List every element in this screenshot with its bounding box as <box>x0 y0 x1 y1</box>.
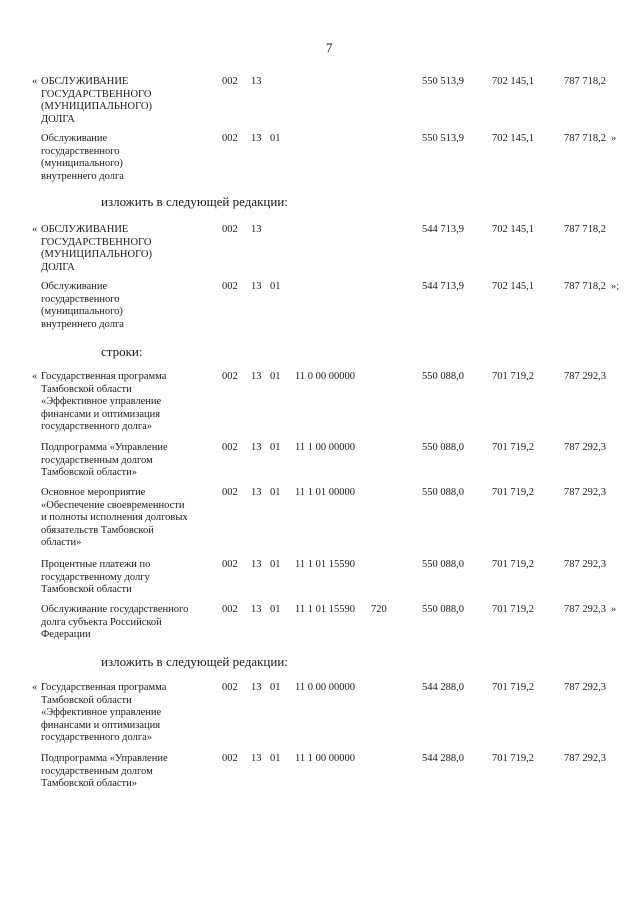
subsection-code: 01 <box>270 133 281 144</box>
amount-year-1: 544 713,9 <box>422 281 464 292</box>
amount-year-1: 550 088,0 <box>422 604 464 615</box>
ministry-code: 002 <box>222 371 238 382</box>
expense-type-code: 720 <box>371 604 387 615</box>
line-item-name: Обслуживание государственного (муниципального) внутреннего долга <box>41 281 124 330</box>
target-article-code: 11 1 01 00000 <box>295 487 355 498</box>
line-item-name: Процентные платежи по государственному долгу Тамбовской области <box>41 559 151 596</box>
section-code: 13 <box>251 224 262 235</box>
amount-year-2: 701 719,2 <box>492 487 534 498</box>
ministry-code: 002 <box>222 604 238 615</box>
line-item-name: ОБСЛУЖИВАНИЕ ГОСУДАРСТВЕННОГО (МУНИЦИПАЛЬНОГО) ДОЛГА <box>41 224 152 273</box>
section-code: 13 <box>251 487 262 498</box>
section-code: 13 <box>251 682 262 693</box>
amount-year-2: 701 719,2 <box>492 682 534 693</box>
amount-year-3: 787 292,3 <box>564 753 606 764</box>
ministry-code: 002 <box>222 442 238 453</box>
amount-year-1: 550 088,0 <box>422 559 464 570</box>
subsection-code: 01 <box>270 753 281 764</box>
open-quote-mark: « <box>32 682 38 693</box>
amount-year-2: 701 719,2 <box>492 604 534 615</box>
caption-edit-2: изложить в следующей редакции: <box>101 654 288 669</box>
ministry-code: 002 <box>222 682 238 693</box>
line-item-name: Государственная программа Тамбовской области «Эффективное управление финансами и оптимизация государственного долга» <box>41 371 167 433</box>
amount-year-1: 550 088,0 <box>422 442 464 453</box>
page-number: 7 <box>326 40 333 55</box>
amount-year-1: 550 513,9 <box>422 76 464 87</box>
section-code: 13 <box>251 133 262 144</box>
subsection-code: 01 <box>270 604 281 615</box>
section-code: 13 <box>251 753 262 764</box>
amount-year-2: 702 145,1 <box>492 224 534 235</box>
amount-year-1: 544 713,9 <box>422 224 464 235</box>
amount-year-3: 787 292,3 <box>564 442 606 453</box>
line-item-name: ОБСЛУЖИВАНИЕ ГОСУДАРСТВЕННОГО (МУНИЦИПАЛЬНОГО) ДОЛГА <box>41 76 152 125</box>
line-item-name: Подпрограмма «Управление государственным долгом Тамбовской области» <box>41 442 168 479</box>
amount-year-2: 702 145,1 <box>492 133 534 144</box>
section-code: 13 <box>251 604 262 615</box>
amount-year-1: 550 513,9 <box>422 133 464 144</box>
subsection-code: 01 <box>270 371 281 382</box>
amount-year-2: 702 145,1 <box>492 76 534 87</box>
target-article-code: 11 1 00 00000 <box>295 442 355 453</box>
open-quote-mark: « <box>32 76 38 87</box>
section-code: 13 <box>251 281 262 292</box>
section-code: 13 <box>251 371 262 382</box>
amount-year-3: 787 292,3 <box>564 559 606 570</box>
ministry-code: 002 <box>222 133 238 144</box>
amount-year-3: 787 292,3 <box>564 371 606 382</box>
close-quote-mark: » <box>611 604 617 615</box>
caption-lines: строки: <box>101 344 143 359</box>
caption-edit-1: изложить в следующей редакции: <box>101 194 288 209</box>
ministry-code: 002 <box>222 76 238 87</box>
amount-year-1: 550 088,0 <box>422 487 464 498</box>
amount-year-3: 787 718,2 <box>564 133 606 144</box>
line-item-name: Государственная программа Тамбовской области «Эффективное управление финансами и оптимизация государственного долга» <box>41 682 167 744</box>
ministry-code: 002 <box>222 559 238 570</box>
line-item-name: Основное мероприятие «Обеспечение своевременности и полноты исполнения долговых обязательств Тамбовской области» <box>41 487 188 549</box>
section-code: 13 <box>251 559 262 570</box>
amount-year-3: 787 292,3 <box>564 487 606 498</box>
line-item-name: Подпрограмма «Управление государственным долгом Тамбовской области» <box>41 753 168 790</box>
amount-year-3: 787 718,2 <box>564 224 606 235</box>
target-article-code: 11 1 00 00000 <box>295 753 355 764</box>
open-quote-mark: « <box>32 371 38 382</box>
target-article-code: 11 0 00 00000 <box>295 682 355 693</box>
amount-year-3: 787 718,2 <box>564 281 606 292</box>
amount-year-3: 787 292,3 <box>564 682 606 693</box>
subsection-code: 01 <box>270 487 281 498</box>
amount-year-1: 550 088,0 <box>422 371 464 382</box>
line-item-name: Обслуживание государственного (муниципального) внутреннего долга <box>41 133 124 182</box>
amount-year-1: 544 288,0 <box>422 682 464 693</box>
ministry-code: 002 <box>222 487 238 498</box>
amount-year-2: 701 719,2 <box>492 753 534 764</box>
amount-year-3: 787 718,2 <box>564 76 606 87</box>
section-code: 13 <box>251 442 262 453</box>
amount-year-2: 701 719,2 <box>492 559 534 570</box>
amount-year-1: 544 288,0 <box>422 753 464 764</box>
amount-year-3: 787 292,3 <box>564 604 606 615</box>
subsection-code: 01 <box>270 682 281 693</box>
subsection-code: 01 <box>270 281 281 292</box>
ministry-code: 002 <box>222 224 238 235</box>
target-article-code: 11 1 01 15590 <box>295 559 355 570</box>
section-code: 13 <box>251 76 262 87</box>
amount-year-2: 702 145,1 <box>492 281 534 292</box>
close-quote-mark: »; <box>611 281 620 292</box>
line-item-name: Обслуживание государственного долга субъекта Российской Федерации <box>41 604 189 641</box>
subsection-code: 01 <box>270 559 281 570</box>
ministry-code: 002 <box>222 753 238 764</box>
target-article-code: 11 1 01 15590 <box>295 604 355 615</box>
open-quote-mark: « <box>32 224 38 235</box>
amount-year-2: 701 719,2 <box>492 371 534 382</box>
subsection-code: 01 <box>270 442 281 453</box>
close-quote-mark: » <box>611 133 617 144</box>
target-article-code: 11 0 00 00000 <box>295 371 355 382</box>
amount-year-2: 701 719,2 <box>492 442 534 453</box>
ministry-code: 002 <box>222 281 238 292</box>
